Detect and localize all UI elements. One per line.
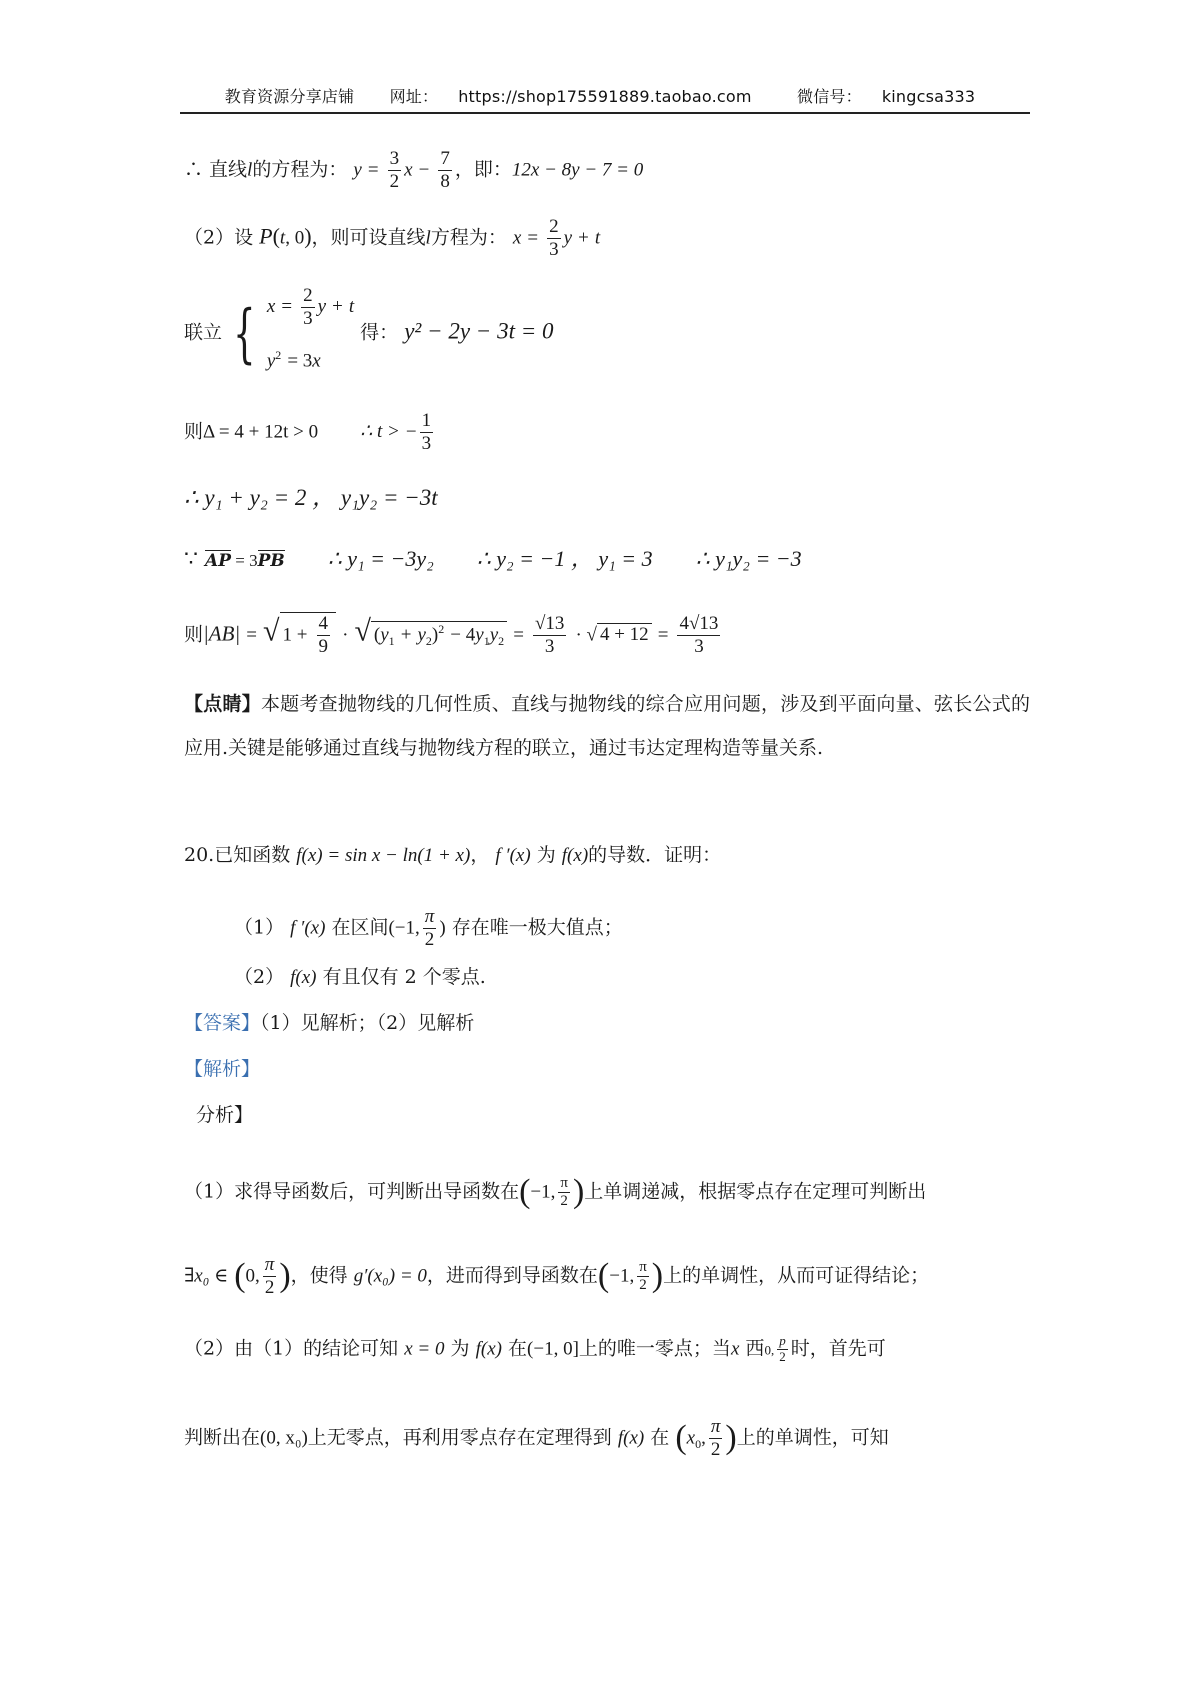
equation: ∴ y₂ = −1 ， y₁ = 3 (476, 546, 653, 571)
text: 为 (450, 1337, 470, 1360)
equation: f(x) = sin x − ln(1 + x) (296, 845, 471, 866)
note-paragraph (184, 682, 1030, 770)
line-vieta: ∴ y₁ + y₂ = 2 ， y₁y₂ = −3t (184, 485, 438, 510)
text: 联立 (184, 321, 223, 344)
header-site-url[interactable]: https://shop175591889.taobao.com (458, 87, 752, 106)
text: （2）由（1）的结论可知 (184, 1337, 399, 1360)
equation: y² − 2y − 3t = 0 (404, 318, 554, 344)
line-set-p: （2）设 P(t, 0)，则可设直线l方程为： x = $\frac{2}{3}$ y + t (184, 216, 601, 260)
text: 方程为： (430, 226, 507, 249)
equation: |AB| (203, 621, 241, 646)
because-symbol: ∵ (184, 547, 198, 572)
analysis-line-3: （2）由（1）的结论可知 x = 0 为 f(x) 在(−1, 0]上的唯一零点；当x 西0, $\frac{p}{2}$ 时，首先可 (184, 1333, 886, 1364)
line-chord-length: 则|AB| = √ 1 + $\frac{4}{9}$ · √ $(y_1 + y_2)^2 - 4y_1y_2$ = $\frac{√13}{3}$ · √ 4 + 12 = $\frac{4√13}{3}$ (184, 613, 719, 657)
text: ，即： (454, 158, 512, 181)
text: 为 (536, 844, 556, 866)
text: 判断出在 (184, 1426, 261, 1449)
equation: g′(x₀) = 0 (353, 1265, 427, 1287)
header-rule (180, 112, 1030, 114)
text: 的方程为： (252, 158, 348, 181)
page-header (180, 84, 1030, 107)
equation: (0, x₀) (260, 1427, 308, 1449)
equation: f(x) (561, 845, 589, 866)
fenxi-heading: 分析】 (196, 1104, 254, 1126)
text: 在区间 (331, 916, 389, 939)
header-wechat-id: kingcsa333 (881, 87, 976, 106)
text: 上的唯一零点；当 (578, 1337, 731, 1360)
text: （2） (234, 966, 285, 988)
text: 上无零点，再利用零点存在定理得到 (307, 1426, 612, 1449)
header-shop: 教育资源分享店铺 (224, 87, 355, 106)
equation: (−1, 0] (527, 1338, 579, 1360)
equation: ∴ y₁y₂ = −3 (695, 546, 802, 571)
question-20-part-1: （1） f ′(x) 在区间(−1, $\frac{\pi}{2}$ ) 存在唯一极大值点； (234, 906, 623, 950)
text: 上的单调性，可知 (736, 1426, 889, 1449)
text: （2）设 (184, 226, 254, 249)
equation: f(x) (617, 1427, 645, 1449)
text: 存在唯一极大值点； (451, 916, 623, 939)
text: ，使得 (290, 1264, 348, 1287)
answer-tag: 【答案】 (184, 1012, 261, 1034)
line-delta: 则Δ = 4 + 12t > 0 ∴ t > − $\frac{1}{3}$ (184, 410, 432, 454)
text: ，则可设直线 (311, 226, 426, 249)
equation: f(x) (290, 967, 317, 988)
text: 则 (184, 420, 204, 443)
answer-line (184, 1012, 474, 1035)
analysis-line-1: （1）求得导函数后，可判断出导函数在(−1, $\frac{\pi}{2}$ )上单调递减，根据零点存在定理可判断出 (184, 1173, 927, 1210)
text: 时，首先可 (790, 1337, 886, 1360)
text: 在 (650, 1426, 670, 1449)
text: ∴ 直线 (184, 158, 248, 181)
equation: f(x) (475, 1338, 502, 1360)
equation: f ′(x) (290, 917, 326, 939)
text: 20.已知函数 (184, 844, 291, 866)
text: 则 (184, 623, 204, 646)
answer-text: （1）见解析；（2）见解析 (260, 1012, 475, 1034)
text: ， (470, 844, 490, 866)
equation: x = 0 (404, 1338, 445, 1360)
var-l: l (247, 159, 253, 181)
text: 上的单调性，从而可证得结论； (663, 1264, 930, 1287)
equation: x (730, 1338, 740, 1360)
equation: 12x − 8y − 7 = 0 (511, 159, 644, 181)
line-equation-l: ∴ 直线l的方程为： y = $\frac{3}{2}$ x − $\frac{7}{8}$ ，即：12x − 8y − 7 = 0 (184, 148, 644, 192)
header-wechat-label: 微信号： (797, 87, 862, 106)
analysis-tag: 【解析】 (184, 1058, 261, 1080)
equation: f ′(x) (495, 845, 531, 866)
text: ，进而得到导函数在 (426, 1264, 598, 1287)
equation: Δ = 4 + 12t > 0 (203, 421, 319, 443)
analysis-line-4: 判断出在(0, x₀)上无零点，再利用零点存在定理得到 f(x) 在 ($x_0$, $\frac{\pi}{2}$ )上的单调性，可知 (184, 1416, 889, 1460)
text: （1）求得导函数后，可判断出导函数在 (184, 1180, 520, 1203)
equation: ∴ y₁ = −3y₂ (327, 546, 434, 571)
text: 在 (508, 1337, 528, 1360)
analysis-line-2: ∃x₀ ∈ (0, $\frac{\pi}{2}$ )，使得 g′(x₀) = 0，进而得到导函数在(−1, $\frac{\pi}{2}$ )上的单调性，从而可证得结论； (184, 1254, 930, 1298)
question-20-part-2 (234, 966, 486, 990)
equation: ∃x₀ ∈ (184, 1265, 229, 1287)
note-text: 本题考查抛物线的几何性质、直线与抛物线的综合应用问题，涉及到平面向量、弦长公式的应用.关键是能够通过直线与抛物线方程的联立，通过韦达定理构造等量关系. (184, 693, 1030, 759)
equation: ∴ t > (360, 421, 400, 443)
header-site-label: 网址： (389, 87, 439, 106)
line-vector: ∵ AP = 3PB ∴ y₁ = −3y₂ ∴ y₂ = −1 ， y₁ = 3 ∴ y₁y₂ = −3 (184, 546, 802, 572)
text: 有且仅有 2 个零点. (322, 966, 486, 988)
question-20 (184, 844, 721, 868)
text: 得： (360, 321, 399, 344)
text: （1） (234, 916, 285, 939)
text: 上单调递减，根据零点存在定理可判断出 (584, 1180, 927, 1203)
garbled-glyph: 西 (745, 1337, 765, 1360)
note-tag: 【点睛】 (184, 693, 261, 715)
brace-symbol: { (233, 296, 256, 371)
text: 的导数．证明： (588, 844, 722, 866)
line-system: 联立 { x = $\frac{2}{3}$ y + t $y^2 = 3x$ 得： y² − 2y − 3t = 0 (184, 284, 554, 372)
